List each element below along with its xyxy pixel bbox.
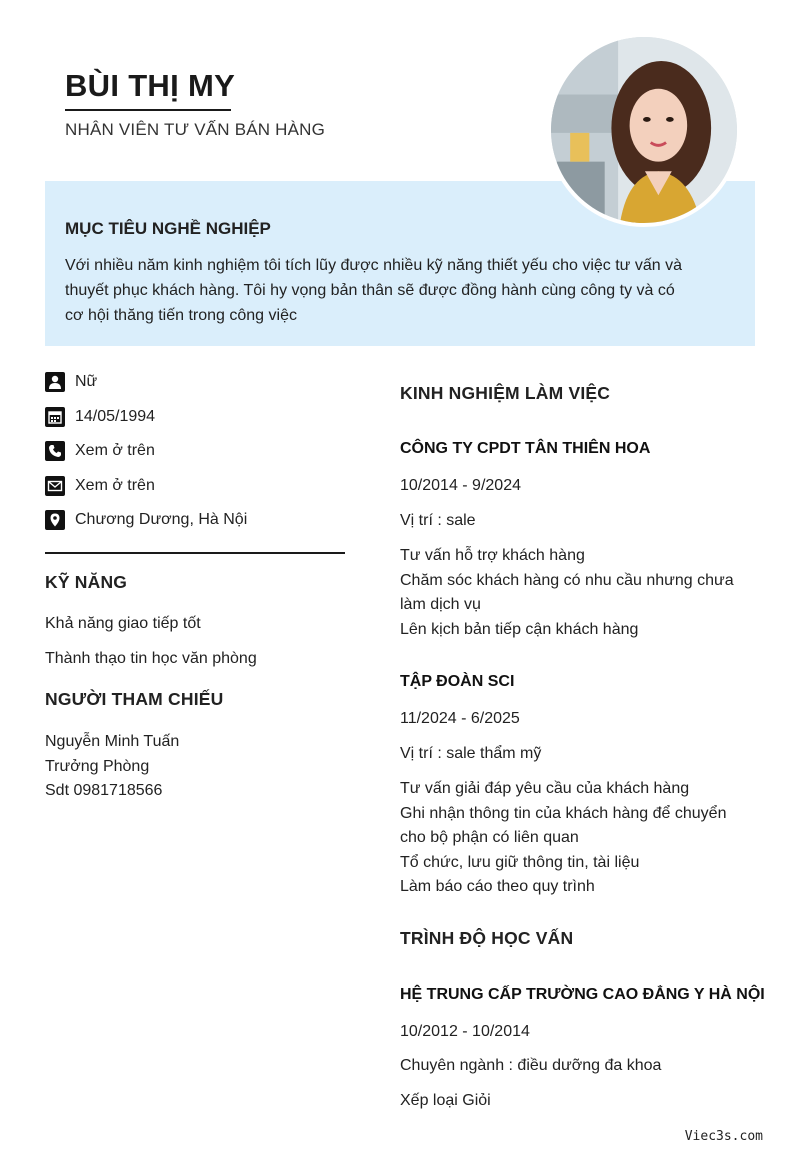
contact-gender bbox=[45, 371, 345, 393]
duty-line: Lên kịch bản tiếp cận khách hàng bbox=[400, 620, 639, 638]
education-title: TRÌNH ĐỘ HỌC VẤN bbox=[400, 928, 574, 948]
name-underline bbox=[65, 109, 231, 111]
mail-icon bbox=[45, 476, 65, 496]
job-title: NHÂN VIÊN TƯ VẤN BÁN HÀNG bbox=[65, 120, 326, 139]
objective-line: Với nhiều năm kinh nghiệm tôi tích lũy được nhiều kỹ năng thiết yếu cho việc tư vấn và bbox=[65, 257, 682, 274]
address-value: Chương Dương, Hà Nội bbox=[75, 511, 248, 528]
school-name: HỆ TRUNG CẤP TRƯỜNG CAO ĐẲNG Y HÀ NỘI bbox=[400, 986, 765, 1003]
job-position: Vị trí : sale thẩm mỹ bbox=[400, 745, 542, 762]
objective-title: MỤC TIÊU NGHỀ NGHIỆP bbox=[65, 219, 271, 238]
reference-details bbox=[45, 730, 179, 804]
education-major: Chuyên ngành : điều dưỡng đa khoa bbox=[400, 1057, 662, 1074]
phone-icon bbox=[45, 441, 65, 461]
location-pin-icon bbox=[45, 510, 65, 530]
job-duties bbox=[400, 777, 760, 900]
duty-line: Làm báo cáo theo quy trình bbox=[400, 878, 595, 895]
education-grade: Xếp loại Giỏi bbox=[400, 1092, 491, 1109]
reference-title: NGƯỜI THAM CHIẾU bbox=[45, 689, 224, 709]
profile-photo bbox=[547, 33, 741, 227]
education-period: 10/2012 - 10/2014 bbox=[400, 1023, 530, 1040]
skill-item: Thành thạo tin học văn phòng bbox=[45, 650, 257, 667]
experience-title: KINH NGHIỆM LÀM VIỆC bbox=[400, 383, 611, 403]
job-duties bbox=[400, 544, 760, 642]
calendar-icon bbox=[45, 407, 65, 427]
gender-value: Nữ bbox=[75, 373, 98, 390]
contact-email bbox=[45, 475, 345, 497]
objective-line: cơ hội thăng tiến trong công việc bbox=[65, 307, 297, 324]
reference-role: Trưởng Phòng bbox=[45, 757, 150, 775]
company-name: CÔNG TY CPDT TÂN THIÊN HOA bbox=[400, 440, 651, 457]
company-name: TẬP ĐOÀN SCI bbox=[400, 673, 515, 690]
duty-line: Ghi nhận thông tin của khách hàng để chuyển bbox=[400, 804, 727, 822]
duty-line: cho bộ phận có liên quan bbox=[400, 829, 579, 846]
duty-line: Tư vấn giải đáp yêu cầu của khách hàng bbox=[400, 780, 690, 797]
birthday-value: 14/05/1994 bbox=[75, 408, 156, 425]
objective-text bbox=[65, 253, 735, 328]
email-value: Xem ở trên bbox=[75, 477, 155, 494]
user-icon bbox=[45, 372, 65, 392]
duty-line: Tư vấn hỗ trợ khách hàng bbox=[400, 547, 585, 564]
reference-phone: Sdt 0981718566 bbox=[45, 782, 163, 799]
duty-line: làm dịch vụ bbox=[400, 596, 481, 613]
duty-line: Chăm sóc khách hàng có nhu cầu nhưng chưa bbox=[400, 571, 734, 589]
site-watermark: Viec3s.com bbox=[684, 1129, 763, 1144]
section-divider bbox=[45, 552, 345, 554]
contact-phone bbox=[45, 440, 345, 462]
skill-item: Khả năng giao tiếp tốt bbox=[45, 615, 201, 632]
contact-address bbox=[45, 509, 345, 531]
reference-name: Nguyễn Minh Tuấn bbox=[45, 733, 180, 750]
phone-value: Xem ở trên bbox=[75, 442, 155, 459]
skills-title: KỸ NĂNG bbox=[45, 572, 128, 592]
objective-line: thuyết phục khách hàng. Tôi hy vọng bản thân sẽ được đồng hành cùng công ty và có bbox=[65, 282, 675, 299]
duty-line: Tổ chức, lưu giữ thông tin, tài liệu bbox=[400, 853, 640, 871]
candidate-name: BÙI THỊ MY bbox=[65, 68, 236, 103]
job-position: Vị trí : sale bbox=[400, 512, 476, 529]
job-period: 11/2024 - 6/2025 bbox=[400, 710, 520, 727]
job-period: 10/2014 - 9/2024 bbox=[400, 477, 521, 494]
contact-birthday bbox=[45, 406, 345, 428]
